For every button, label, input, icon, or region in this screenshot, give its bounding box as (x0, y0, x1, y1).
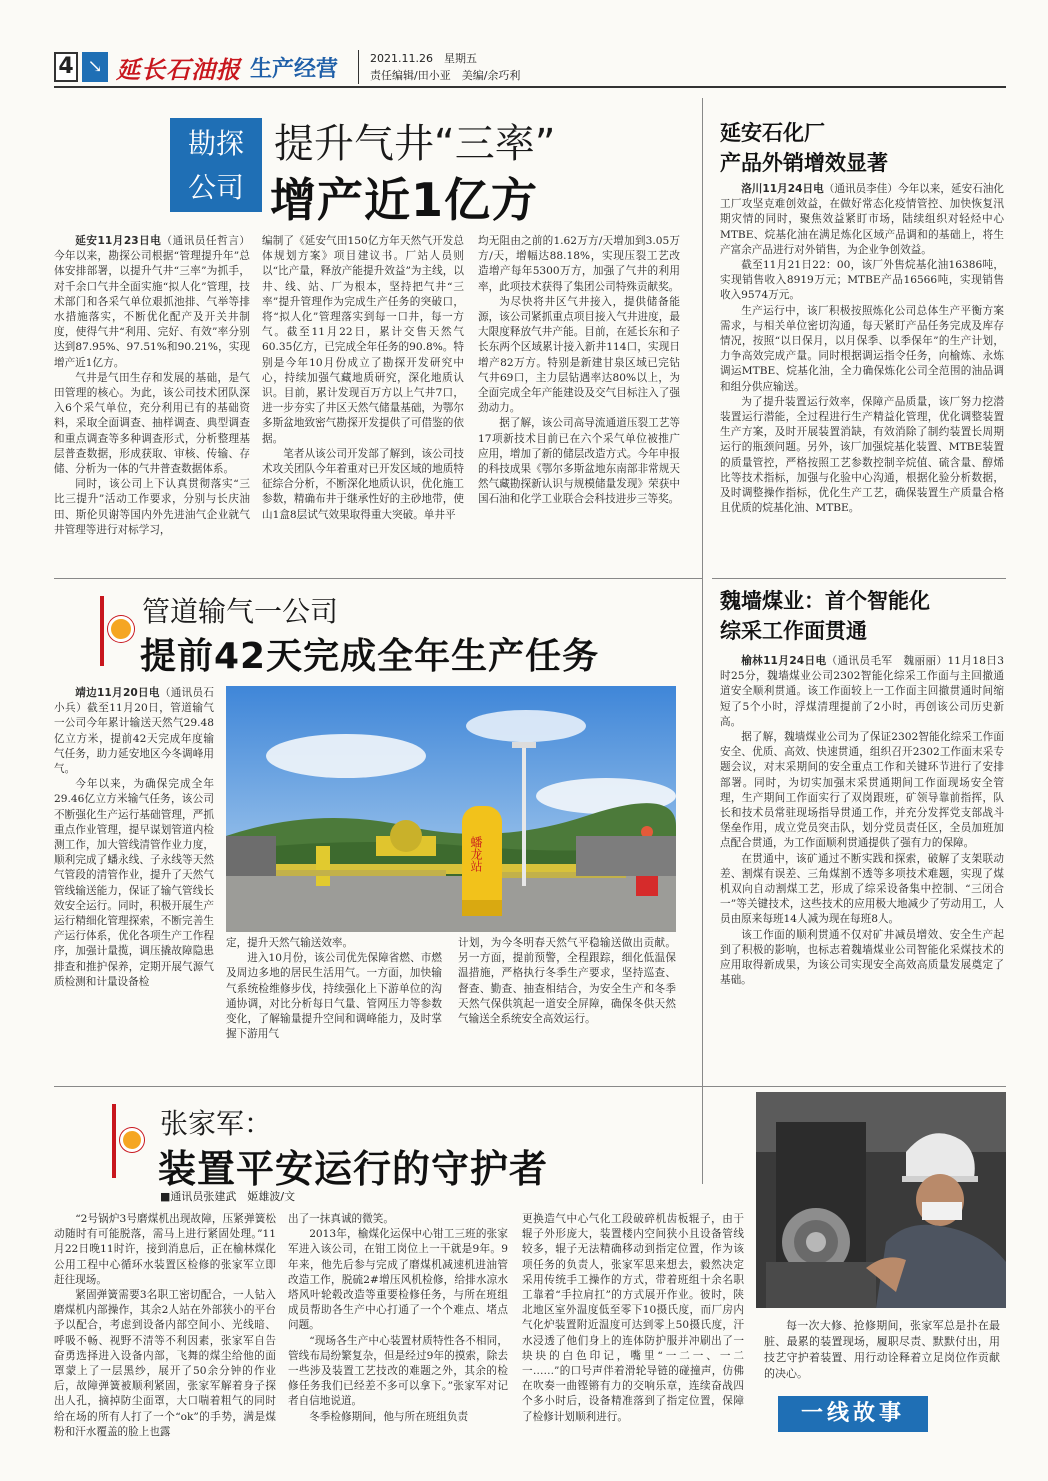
paragraph: （通讯员石小兵）截至11月20日，管道输气一公司今年累计输送天然气29.48亿立方米，提前42天完成年度输气任务，助力延安地区今冬调峰用气。 (54, 687, 215, 776)
header-rule (54, 86, 1006, 88)
paragraph: 笔者从该公司开发部了解到，该公司技术攻关团队今年着重对已开发区域的地质特征综合分析，不断深化地质认识，优化施工参数，精确布井于继承性好的主砂地带，使山1盒8层试气效果取得重大突破。单井平 (262, 447, 464, 521)
article2-col1 (54, 686, 214, 990)
headline-line: 产品外销增效显著 (720, 151, 888, 175)
paragraph: 生产运行中，该厂积极按照炼化公司总体生产平衡方案需求，与相关单位密切沟通，每天紧盯产品任务完成及库存情况，按照“以日保月，以月保季、以季保年”的生产计划，力争高效完成产量。同时根据调运指令任务，向榆炼、永炼调运MTBE、烷基化油，全力确保炼化公司全范围的油品调和组分供应输送。 (720, 304, 1004, 393)
paragraph-group (720, 258, 1004, 516)
dateline: 榆林11月24日电 (741, 655, 827, 667)
section-name: 生产经营 (250, 57, 339, 82)
article1-col3 (478, 234, 680, 508)
header-divider (358, 50, 359, 84)
article3-col3 (522, 1212, 744, 1425)
photo-illustration (756, 1092, 1006, 1308)
headline-main: 提前42天完成全年生产任务 (140, 636, 600, 677)
byline: ■通讯员张建武 姬雄波/文 (160, 1190, 296, 1203)
article3-col1 (54, 1212, 276, 1440)
paragraph-group (478, 234, 680, 508)
paragraph: 更换造气中心气化工段破碎机齿板辊子，由于辊子外形庞大，装置楼内空间狭小且设备管线较多，辊子无法精确移动到指定位置，作为该项任务的负责人，张家军思来想去，毅然决定采用传统手工操作的方式，带着班组十余名职工靠着“手拉肩扛”的方式展开作业。彼时，陕北地区室外温度低至零下10摄氏度，而厂房内气化炉装置附近温度可达到零上50摄氏度，汗水浸透了他们身上的连体防护服并冲刷出了一块块的白色印记，嘴里“一二一、一二一……”的口号声伴着滑轮导链的碰撞声，仿佛在吹奏一曲铿锵有力的交响乐章，连续奋战四个多小时后，设备精准落到了指定位置，保障了检修计划顺利进行。 (522, 1213, 744, 1423)
article1-col2 (262, 234, 464, 523)
photo-sign-text: 蟠龙站 (469, 836, 483, 872)
headline-main: 装置平安运行的守护者 (158, 1147, 549, 1191)
arrow-icon: ↘ (82, 52, 108, 82)
article-kicker: 张家军： (160, 1107, 273, 1140)
paragraph: 为尽快将井区气井接入，提供储备能源，该公司紧抓重点项目接入气井进度，最大限度释放气井产能。目前，在延长东和子长东两个区域累计接入新井114口，实现日增产82万方。特别是新建甘泉区域已完钻气井69口，主力层钻遇率达80%以上，为全面完成全年产能建设及交气目标注入了强劲动力。 (478, 295, 680, 415)
paragraph-group (54, 371, 250, 538)
play-icon (120, 1128, 144, 1152)
dateline: 靖边11月20日电 (75, 687, 160, 699)
paragraph-group (720, 730, 1004, 988)
play-icon (108, 616, 134, 642)
page-number: 4 (54, 52, 78, 82)
brief-headline (720, 118, 888, 178)
dateline: 洛川11月24日电 (741, 183, 824, 195)
right2-body (720, 654, 1004, 988)
headline-line: 魏墙煤业：首个智能化 (720, 589, 930, 613)
section-rule (54, 578, 702, 579)
paragraph: 冬季检修期间，他与所在班组负责 (309, 1410, 469, 1423)
photo-illustration (226, 686, 676, 932)
column-tag: 一线故事 (778, 1396, 928, 1432)
article3-col2 (288, 1212, 508, 1425)
dateline: 延安11月23日电 (75, 235, 162, 247)
paragraph-group (226, 936, 442, 1042)
paragraph: （通讯员任哲言）今年以来，勘探公司根据“管理提升年”总体安排部署，以提升气井“三率”为抓手，对千余口气井全面实施“拟人化”管理，技术部门和各采气单位艰抓池排、气举等排水措施落实，不断优化配产及开关井制度，使得气井“利用、完好、有效”率分别达到87.95%、97.51%和90.21%，实现增产近1亿方。 (54, 235, 251, 369)
paragraph: 计划，为今冬明春天然气平稳输送做出贡献。另一方面，提前预警，全程跟踪，细化低温保温措施，严格执行冬季生产要求，坚持巡查、督查、勤查、抽查相结合，为安全生产和冬季天然气保供筑起一道安全屏障，确保冬供天然气输送全系统安全高效运行。 (458, 937, 676, 1026)
paragraph: 2013年，榆煤化运保中心钳工三班的张家军进入该公司，在钳工岗位上一干就是9年。9年来，他先后参与完成了磨煤机减速机进油管改造工作，脱硫2#增压风机检修，给排水凉水塔风叶轮毂改造等重要检修任务，与所在班组成员帮助各生产中心打通了一个个难点、堵点问题。 (288, 1228, 508, 1332)
paragraph: 同时，该公司上下认真贯彻落实“三比三提升”活动工作要求，分别与长庆油田、斯伦贝谢等国内外先进油气企业就气井管理等进行对标学习， (54, 478, 250, 536)
article-kicker: 管道输气一公司 (142, 595, 339, 628)
accent-bar (100, 596, 104, 666)
paragraph: 该工作面的顺利贯通不仅对矿井减员增效、安全生产起到了积极的影响，也标志着魏墙煤业公司智能化采煤技术的应用取得新成果，为该公司实现安全高效高质量发展奠定了基础。 (720, 928, 1004, 987)
paragraph: 定，提升天然气输送效率。 (226, 937, 354, 949)
editors-line: 责任编辑/田小亚 美编/余巧利 (370, 69, 521, 82)
issue-date: 2021.11.26 星期五 (370, 52, 477, 65)
right1-body (720, 182, 1004, 516)
paragraph: 据了解，魏墙煤业公司为了保证2302智能化综采工作面安全、优质、高效、快速贯通，组织召开2302工作面末采专题会议，对末采期间的安全重点工作和关键环节进行了安排部署。同时，为切实加强末采贯通期间工作面现场安全管理，生产期间工作面实行了双岗跟班，矿领导靠前指挥，队长和技术员常驻现场指导贯通工作，并充分发挥党支部战斗堡垒作用，成立党员突击队，划分党员责任区，全员加班加点配合贯通，为工作面顺利贯通提供了强有力的保障。 (720, 731, 1004, 850)
section-rule (54, 1086, 1006, 1087)
section-rule (712, 578, 1006, 579)
paragraph: 在贯通中，该矿通过不断实践和探索，破解了支架联动差、割煤有误差、三角煤割不透等多项技术难题，实现了煤机双向自动割煤工艺，形成了综采设备集中控制、“三闭合一”等关键技术，这些技术的应用极大地减少了劳动用工，人员由原来每班14人减为现在每班8人。 (720, 852, 1004, 926)
worker-photo (756, 1092, 1006, 1308)
paragraph: 为了提升装置运行效率，保障产品质量，该厂努力挖潜装置运行潜能，全过程进行生产精益化管理，优化调整装置生产方案，及时开展装置消缺，有效消除了制约装置长周期运行的瓶颈问题。另外，该厂加强烷基化装置、MTBE装置的质量管控，严格按照工艺参数控制辛烷值、硫含量、醇烯比等技术指标，加强与化验中心沟通，根据化验分析数据，及时调整操作指标，优化生产工艺，确保装置生产质量合格且优质的烷基化油、MTBE。 (720, 395, 1004, 515)
tag-line: 勘探 (187, 127, 244, 160)
paragraph: 出了一抹真诚的微笑。 (288, 1213, 394, 1225)
paragraph: （通讯员李佳）今年以来，延安石油化工厂攻坚克难创效益，在做好常态化疫情管控、加快恢复汛期灾情的同时，聚焦效益紧盯市场，陆续组织对轻烃中心MTBE、烷基化油在满足炼化区域产品调和的基础上，将生产富余产品进行对外销售，为企业争创效益。 (720, 183, 1005, 256)
gas-station-photo (226, 686, 676, 932)
headline-top: 提升气井“三率” (274, 121, 556, 167)
accent-bar (112, 1104, 116, 1178)
photo-caption: 每一次大修、抢修期间，张家军总是扑在最脏、最累的装置现场，履职尽责、默默付出，用技艺守护着装置、用行动诠释着立足岗位作贡献的决心。 (764, 1319, 1000, 1380)
section-tag (170, 118, 262, 212)
paragraph: 今年以来，为确保完成全年29.46亿立方米输气任务，该公司不断强化生产运行基础管理，严抓重点作业管理，提早谋划管道内检测工作，加大管线清管作业力度，顺利完成了蟠永线、子永线等天然气管段的清管作业，提升了天然气管线输送能力，保证了输气管线长效安全运行。同时，积极开展生产运行精细化管理探索，不断完善生产运行体系，优化各项生产工作程序，加强计量揽，调压撬故障隐患排查和推护保养，定期开展气源气质检测和计量设备检 (54, 778, 214, 988)
masthead: 延长石油报 (116, 55, 241, 84)
article1-col1 (54, 234, 250, 538)
article2-col3 (458, 936, 676, 1027)
paragraph: 编制了《延安气田150亿方年天然气开发总体规划方案》项目建议书。厂站人员则以“比产量，释放产能提升效益”为主线，以井、线、站、厂为根本，坚持把气井“三率”提升管理作为完成生产任务的突破口，将“拟人化”管理落实到每一口井，每一方气。截至11月22日，累计交售天然气60.35亿方，已完成全年任务的90.8%。特别是今年10月份成立了勘探开发研究中心，持续加强气藏地质研究，深化地质认识。目前，累计发现百万方以上气井7口，进一步夯实了井区天然气储量基础，为鄂尔多斯盆地致密气勘探开发提供了可借鉴的依据。 (262, 235, 464, 445)
paragraph-group (262, 234, 464, 523)
paragraph: “2号锅炉3号磨煤机出现故障，压紧弹簧松动随时有可能脱落，需马上进行紧固处理。”11月22日晚11时许，接到消息后，正在榆林煤化公用工程中心循环水装置区检修的张家军立即赶往现场。 (54, 1213, 276, 1286)
brief-headline (720, 586, 930, 646)
article2-col2 (226, 936, 442, 1042)
headline-main: 增产近1亿方 (270, 173, 539, 227)
paragraph-group (522, 1212, 744, 1425)
paragraph: 截至11月21日22：00，该厂外售烷基化油16386吨，实现销售收入8919万元；MTBE产品16566吨，实现销售收入9574万元。 (720, 259, 1004, 302)
paragraph: 均无阻由之前的1.62万方/天增加到3.05万方/天，增幅达88.18%，实现压裂工艺改造增产每年5300万方，加强了气井的利用率，此项技术获得了集团公司特殊贡献奖。 (478, 235, 680, 293)
paragraph: 气井是气田生存和发展的基础，是气田管理的核心。为此，该公司技术团队深入6个采气单位，充分利用已有的基础资料，采取全面调查、抽样调查、典型调查和重点调查等多种调查形式，分析整理基层普查数据，形成获取、审核、传输、存储、分析为一体的气井普查数据体系。 (54, 371, 250, 476)
column-divider (702, 98, 703, 1184)
tag-line: 公司 (187, 171, 244, 204)
paragraph-group (54, 1212, 276, 1440)
paragraph: 进入10月份，该公司优先保障省燃、市燃及周边多地的居民生活用气。一方面，加快输气系统检维修步伐，持续强化上下游单位的沟通协调，对比分析每日气量、管网压力等参数变化，了解输量提升空间和调峰能力，及时掌握下游用气 (226, 952, 442, 1041)
headline-line: 综采工作面贯通 (720, 619, 867, 643)
paragraph: “现场各生产中心装置材质特性各不相同，管线布局纷繁复杂，但是经过9年的摸索，除去一些涉及装置工艺技改的难题之外，其余的检修任务我们已经差不多可以拿下。”张家军对记者自信地说道。 (288, 1334, 508, 1408)
paragraph: 紧固弹簧需要3名职工密切配合，一人钻入磨煤机内部操作，其余2人站在外部狭小的平台予以配合，考虑到设备内部空间小、光线暗、呼吸不畅、视野不清等不利因素，张家军自告奋勇选择进入设备内部，飞舞的煤尘给他的面罩蒙上了一层黑纱，展开了50余分钟的作业后，故障弹簧被顺利紧固，张家军解着身子探出人孔，摘掉防尘面罩，大口喘着粗气的同时给在场的所有人打了一个“ok”的手势，满是煤粉和汗水覆盖的脸上也露 (54, 1289, 276, 1438)
paragraph-group (458, 936, 676, 1027)
headline-line: 延安石化厂 (720, 121, 825, 145)
paragraph: 据了解，该公司高导流通道压裂工艺等17项新技术目前已在六个采气单位被推广应用，增加了新的储层改造方式。今年申报的科技成果《鄂尔多斯盆地东南部非常规天然气藏勘探新认识与规模储量发现》荣获中国石油和化学工业联合会科技进步三等奖。 (478, 417, 680, 506)
paragraph-group (54, 777, 214, 990)
paragraph: （通讯员毛军 魏丽丽）11月18日3时25分，魏墙煤业公司2302智能化综采工作面与主回撤通道安全顺利贯通。该工作面较上一工作面主回撤贯通时间缩短了5个小时，浮煤清理提前了2小时，再创该公司历史新高。 (720, 655, 1004, 728)
paragraph-group (288, 1212, 508, 1425)
